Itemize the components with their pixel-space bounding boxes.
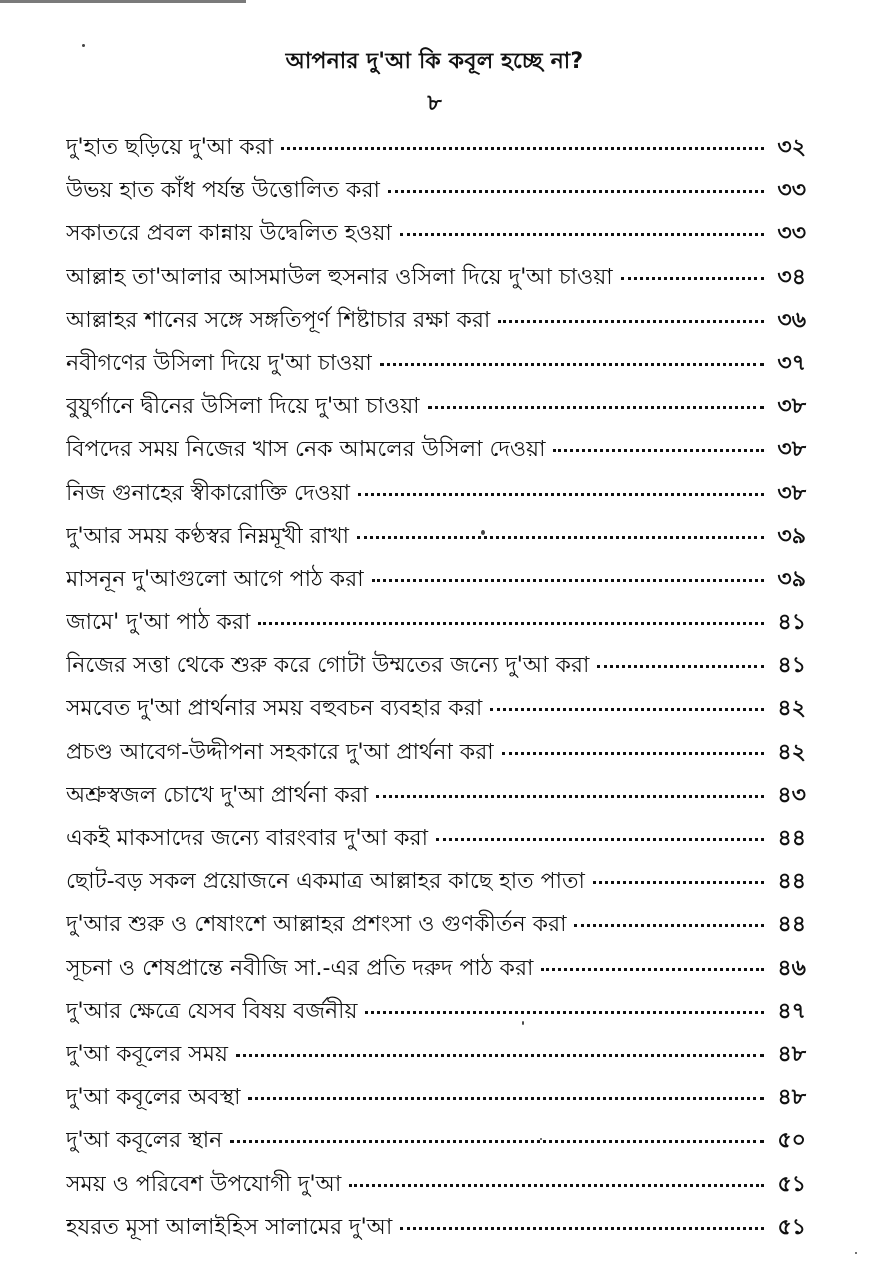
toc-entry-page: ৪৪ (777, 826, 806, 851)
dot-leader (597, 664, 764, 668)
toc-entry-title: সকাতরে প্রবল কান্নায় উদ্বেলিত হওয়া (66, 221, 392, 247)
toc-entry-page: ৫১ (777, 1214, 806, 1240)
toc-entry-page: ৪৮ (777, 1041, 806, 1067)
dot-leader (230, 1139, 764, 1143)
toc-entry-title: দু'আর সময় কণ্ঠস্বর নিম্নমূখী রাখা (66, 523, 350, 549)
toc-entry[interactable] (66, 860, 806, 903)
dot-leader (349, 1183, 764, 1187)
toc-entry-title: দু'আর ক্ষেত্রে যেসব বিষয় বর্জনীয় (66, 998, 358, 1024)
dot-leader (400, 1226, 764, 1230)
toc-entry-title: বিপদের সময় নিজের খাস নেক আমলের উসিলা দেওয়া (66, 437, 546, 463)
dot-leader (621, 276, 764, 280)
toc-entry-title: আল্লাহর শানের সঙ্গে সঙ্গতিপূর্ণ শিষ্টাচার রক্ষা করা (66, 307, 491, 333)
toc-entry[interactable] (66, 1206, 806, 1249)
toc-entry[interactable] (66, 1033, 806, 1076)
page-number: ৮ (427, 91, 442, 116)
toc-entry-title: উভয় হাত কাঁধ পর্যন্ত উত্তোলিত করা (66, 178, 380, 204)
toc-entry-title: আল্লাহ তা'আলার আসমাউল হুসনার ওসিলা দিয়ে দু'আ চাওয়া (66, 264, 613, 290)
toc-entry-page: ৩৮ (777, 437, 806, 463)
dot-leader (388, 189, 764, 193)
page-header-title: আপনার দু'আ কি কবূল হচ্ছে না? (285, 49, 584, 74)
toc-entry[interactable] (66, 515, 806, 558)
toc-entry-title: দু'আ কবূলের সময় (66, 1041, 228, 1067)
toc-entry-title: সময় ও পরিবেশ উপযোগী দু'আ (66, 1171, 342, 1197)
dot-leader (498, 319, 764, 323)
dot-leader (490, 707, 764, 711)
toc-entry[interactable] (66, 1119, 806, 1162)
toc-entry-page: ৪১ (777, 610, 806, 636)
toc-entry-page: ৪২ (777, 739, 806, 765)
scan-speck (82, 44, 85, 47)
toc-entry[interactable] (66, 903, 806, 946)
dot-leader (248, 1096, 764, 1100)
toc-entry-page: ৪৩ (777, 782, 806, 808)
toc-entry[interactable] (66, 342, 806, 385)
toc-entry-title: মাসনূন দু'আগুলো আগে পাঠ করা (66, 566, 364, 592)
toc-entry-page: ৪৪ (777, 869, 806, 895)
toc-entry[interactable] (66, 731, 806, 774)
toc-entry-page: ৩৪ (777, 264, 806, 290)
dot-leader (400, 232, 764, 236)
toc-entry[interactable] (66, 299, 806, 342)
toc-entry[interactable] (66, 1076, 806, 1119)
toc-entry[interactable] (66, 947, 806, 990)
toc-entry[interactable] (66, 126, 806, 169)
toc-entry-page: ৩৯ (777, 523, 806, 549)
dot-leader (593, 880, 764, 884)
dot-leader (502, 751, 764, 755)
toc-entry[interactable] (66, 558, 806, 601)
toc-entry-page: ৩৩ (777, 178, 806, 204)
toc-entry[interactable] (66, 472, 806, 515)
dot-leader (376, 794, 764, 798)
toc-entry[interactable] (66, 644, 806, 687)
toc-entry-title: জামে' দু'আ পাঠ করা (66, 610, 251, 636)
scan-speck (481, 530, 485, 535)
dot-leader (365, 1010, 764, 1014)
toc-entry[interactable] (66, 817, 806, 860)
toc-entry-title: প্রচণ্ড আবেগ-উদ্দীপনা সহকারে দু'আ প্রার্থনা করা (66, 739, 494, 765)
toc-entry-page: ৪৮ (777, 1085, 806, 1111)
toc-entry-page: ৫১ (777, 1171, 806, 1197)
dot-leader (372, 578, 764, 582)
toc-entry-page: ৩৯ (777, 566, 806, 592)
toc-entry-page: ৩২ (777, 135, 806, 160)
scan-edge-line (0, 0, 246, 3)
scan-speck (855, 1252, 857, 1254)
dot-leader (574, 923, 764, 927)
toc-entry-title: ছোট-বড় সকল প্রয়োজনে একমাত্র আল্লাহর কাছে হাত পাতা (66, 869, 585, 895)
toc-entry-page: ৩৮ (777, 480, 806, 506)
toc-entry-page: ৫০ (777, 1128, 806, 1154)
toc-entry-page: ৩৬ (777, 307, 806, 333)
toc-entry-title: হযরত মূসা আলাইহিস সালামের দু'আ (66, 1214, 393, 1240)
toc-entry-title: নিজ গুনাহের স্বীকারোক্তি দেওয়া (66, 480, 351, 506)
toc-entry-page: ৪১ (777, 653, 806, 679)
toc-entry-page: ৩৮ (777, 394, 806, 420)
dot-leader (436, 837, 764, 841)
toc-entry[interactable] (66, 601, 806, 644)
table-of-contents (66, 126, 806, 1249)
toc-entry-title: দু'আর শুরু ও শেষাংশে আল্লাহর প্রশংসা ও গুণকীর্তন করা (66, 912, 567, 938)
toc-entry-title: নিজের সত্তা থেকে শুরু করে গোটা উম্মতের জন্যে দু'আ করা (66, 653, 590, 679)
toc-entry[interactable] (66, 212, 806, 255)
toc-entry[interactable] (66, 169, 806, 212)
dot-leader (380, 362, 764, 366)
dot-leader (553, 448, 764, 452)
toc-entry-title: সমবেত দু'আ প্রার্থনার সময় বহুবচন ব্যবহার করা (66, 696, 483, 722)
dot-leader (357, 535, 764, 539)
toc-entry-title: সূচনা ও শেষপ্রান্তে নবীজি সা.-এর প্রতি দরুদ পাঠ করা (66, 955, 534, 981)
toc-entry[interactable] (66, 1163, 806, 1206)
toc-entry-title: অশ্রুস্বজল চোখে দু'আ প্রার্থনা করা (66, 782, 369, 808)
toc-entry[interactable] (66, 774, 806, 817)
toc-entry[interactable] (66, 256, 806, 299)
scan-speck (540, 1138, 542, 1140)
toc-entry-page: ৩৩ (777, 221, 806, 247)
toc-entry-title: একই মাকসাদের জন্যে বারংবার দু'আ করা (66, 826, 429, 851)
toc-entry[interactable] (66, 990, 806, 1033)
toc-entry-title: দু'হাত ছড়িয়ে দু'আ করা (66, 135, 274, 160)
toc-entry-page: ৩৭ (777, 350, 806, 376)
toc-entry[interactable] (66, 428, 806, 471)
toc-entry-page: ৪৭ (777, 998, 806, 1024)
dot-leader (281, 146, 764, 150)
toc-entry-title: বুযুর্গানে দ্বীনের উসিলা দিয়ে দু'আ চাওয়া (66, 394, 420, 420)
toc-entry-page: ৪২ (777, 696, 806, 722)
toc-entry-title: নবীগণের উসিলা দিয়ে দু'আ চাওয়া (66, 350, 372, 376)
dot-leader (541, 967, 764, 971)
scan-speck (522, 1021, 524, 1025)
toc-entry-title: দু'আ কবূলের স্থান (66, 1128, 223, 1154)
toc-entry[interactable] (66, 687, 806, 730)
toc-entry-page: ৪৬ (777, 955, 806, 981)
toc-entry[interactable] (66, 385, 806, 428)
dot-leader (428, 405, 764, 409)
dot-leader (358, 492, 764, 496)
toc-entry-page: ৪৪ (777, 912, 806, 938)
dot-leader (236, 1053, 764, 1057)
toc-entry-title: দু'আ কবূলের অবস্থা (66, 1085, 241, 1111)
dot-leader (258, 621, 764, 625)
